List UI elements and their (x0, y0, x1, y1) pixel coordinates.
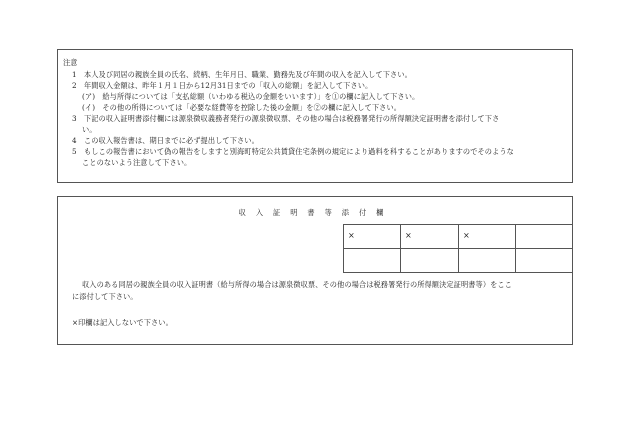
certificate-body-line-1: 収入のある同居の親族全員の収入証明書（給与所得の場合は源泉徴収票、その他の場合は税務署発行の所得額決定証明書等）をここ (82, 280, 512, 289)
cross-mark-1: × (348, 231, 355, 240)
grid-column-3 (458, 225, 515, 272)
grid-column-4 (515, 225, 573, 272)
certificate-grid (343, 224, 573, 273)
note-item-1: 1 本人及び同居の親族全員の氏名、続柄、生年月日、職業、勤務先及び年間の収入を記入して下さい。 (72, 70, 412, 79)
note-item-2a: (ア) 給与所得については「支払総額（いわゆる税込の金額をいいます）」を①の欄に記入して下さい。 (82, 92, 420, 101)
notes-heading: 注意 (63, 58, 78, 67)
cross-mark-3: × (463, 231, 470, 240)
certificate-title: 収入証明書等添付欄 (238, 208, 394, 217)
note-item-2b: (イ) その他の所得については「必要な経費等を控除した後の金額」を②の欄に記入して下さい。 (82, 103, 402, 112)
note-item-3-line-1: 3 下記の収入証明書添付欄には源泉徴収義務者発行の源泉徴収票、その他の場合は税務署発行の所得額決定証明書を添付して下さ (72, 114, 500, 123)
cross-mark-2: × (405, 231, 412, 240)
certificate-footnote: ×印欄は記入しないで下さい。 (72, 318, 173, 327)
certificate-body-line-2: に添付して下さい。 (72, 292, 138, 301)
notes-section (57, 49, 573, 183)
note-item-5-line-2: ことのないよう注意して下さい。 (82, 158, 192, 167)
certificate-attachment-section (57, 196, 573, 345)
grid-column-1 (343, 225, 400, 272)
note-item-5-line-1: 5 もしこの報告書において偽の報告をしますと別海町特定公共賃貸住宅条例の規定により過料を科することがありますのでそのような (72, 147, 514, 156)
note-item-2: 2 年間収入金額は、昨年１月１日から12月31日までの「収入の総額」を記入して下さい。 (72, 81, 373, 90)
note-item-4: 4 この収入報告書は、期日までに必ず提出して下さい。 (72, 136, 259, 145)
note-item-3-line-2: い。 (82, 125, 97, 134)
grid-column-2 (400, 225, 458, 272)
